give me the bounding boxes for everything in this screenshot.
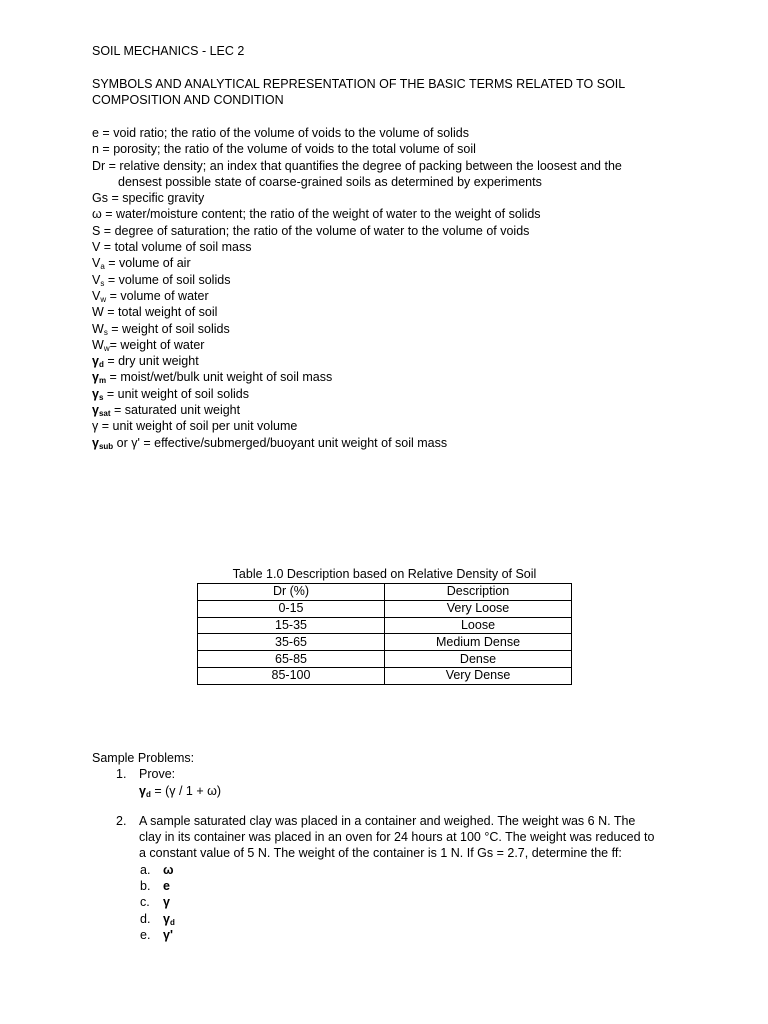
def-moist-unit-weight: $\gamma_m$ = moist/wet/bulk unit weight of soil mass — [92, 370, 333, 386]
list-item: e. γ' — [140, 927, 173, 942]
problems-heading: Sample Problems: — [92, 751, 195, 765]
problem-1-formula: $\gamma_d = (\gamma / 1 + \omega)$ — [139, 783, 222, 799]
column-header: Dr (%) — [198, 584, 385, 601]
problem-2 — [92, 813, 692, 862]
def-volume-air: $V_a$ = volume of air — [92, 256, 191, 272]
def-specific-gravity: Gs = specific gravity — [92, 191, 205, 206]
table-cell: Very Dense — [385, 667, 572, 684]
def-void-ratio: e = void ratio; the ratio of the volume of voids to the volume of solids — [92, 126, 469, 140]
def-relative-density-cont: densest possible state of coarse-grained soils as determined by experiments — [118, 174, 542, 189]
def-total-volume: V = total volume of soil mass — [92, 240, 252, 255]
problem-2-items — [92, 862, 692, 943]
definitions-list — [92, 125, 692, 451]
table-row — [198, 667, 572, 684]
table-cell: 0-15 — [198, 600, 385, 617]
problem-2-line: a constant value of 5 N. The weight of the container is 1 N. If Gs = 2.7, determine the ff: — [139, 846, 622, 861]
def-unit-weight: γ = unit weight of soil per unit volume — [92, 419, 298, 434]
list-item: d. $\gamma_d$ — [140, 911, 175, 927]
table-cell: Loose — [385, 617, 572, 634]
table-row — [198, 617, 572, 634]
document-header: SOIL MECHANICS - LEC 2 — [92, 44, 245, 58]
def-volume-water: $V_w$ = volume of water — [92, 288, 209, 304]
table-header-row — [198, 584, 572, 601]
def-volume-solids: $V_s$ = volume of soil solids — [92, 272, 231, 288]
def-total-weight: W = total weight of soil — [92, 305, 218, 320]
list-item: a. ω — [140, 862, 174, 877]
list-item: c. γ — [140, 895, 170, 910]
def-relative-density: Dr = relative density; an index that quantifies the degree of packing between the loosest and the — [92, 158, 622, 173]
table-cell: Medium Dense — [385, 634, 572, 651]
problem-2-line: A sample saturated clay was placed in a container and weighed. The weight was 6 N. The — [139, 813, 636, 828]
problem-1-text: Prove: — [139, 767, 176, 782]
table-row — [198, 600, 572, 617]
table-cell: Very Loose — [385, 600, 572, 617]
def-water-content: ω = water/moisture content; the ratio of the weight of water to the weight of solids — [92, 207, 541, 222]
def-unit-weight-solids: $\gamma_s$ = unit weight of soil solids — [92, 386, 249, 402]
def-dry-unit-weight: $\gamma_d$ = dry unit weight — [92, 354, 199, 370]
table-cell: 65-85 — [198, 651, 385, 668]
table-caption: Table 1.0 Description based on Relative Density of Soil — [232, 567, 537, 581]
problem-1 — [92, 766, 692, 799]
heading-line-2: COMPOSITION AND CONDITION — [92, 93, 284, 107]
problem-number: 1. — [116, 767, 127, 782]
def-weight-water: $W_w=$ weight of water — [92, 337, 205, 353]
table-cell: 35-65 — [198, 634, 385, 651]
relative-density-table-block — [197, 566, 572, 685]
heading-line-1: SYMBOLS AND ANALYTICAL REPRESENTATION OF THE BASIC TERMS RELATED TO SOIL — [92, 77, 626, 91]
def-weight-solids: $W_s$ = weight of soil solids — [92, 321, 230, 337]
table-cell: 85-100 — [198, 667, 385, 684]
table-row — [198, 634, 572, 651]
def-degree-saturation: S = degree of saturation; the ratio of the volume of water to the volume of voids — [92, 223, 530, 238]
section-heading — [92, 76, 652, 108]
def-saturated-unit-weight: $\gamma_{sat}$ = saturated unit weight — [92, 403, 241, 419]
table-row — [198, 651, 572, 668]
table-cell: Dense — [385, 651, 572, 668]
column-header: Description — [385, 584, 572, 601]
table-cell: 15-35 — [198, 617, 385, 634]
problem-2-line: clay in its container was placed in an oven for 24 hours at 100 °C. The weight was reduced to — [139, 830, 655, 845]
sample-problems — [92, 750, 692, 943]
problem-number: 2. — [116, 813, 127, 828]
relative-density-table — [197, 583, 572, 685]
list-item: b. e — [140, 879, 170, 894]
def-porosity: n = porosity; the ratio of the volume of voids to the total volume of soil — [92, 142, 476, 157]
def-buoyant-unit-weight: $\gamma_{sub}$ or γ' = effective/submerged/buoyant unit weight of soil mass — [92, 435, 448, 451]
